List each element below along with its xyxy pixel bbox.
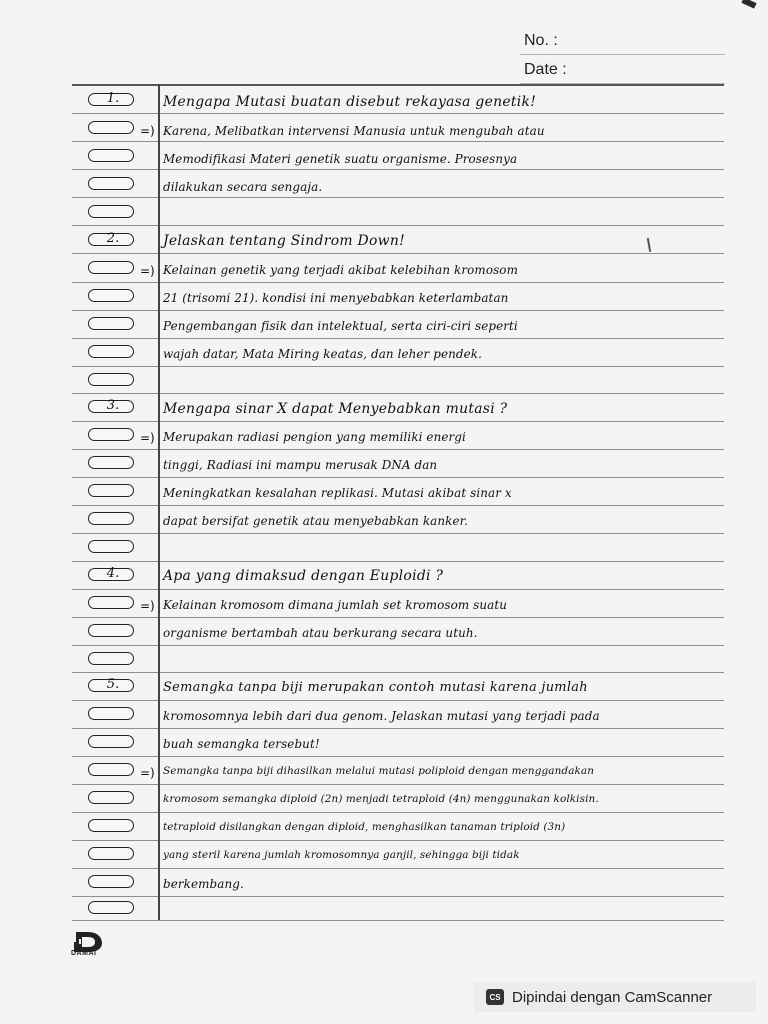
answer-3-line: tinggi, Radiasi ini mampu merusak DNA dan (163, 458, 438, 472)
ruled-line (72, 728, 724, 729)
question-3-text: Mengapa sinar X dapat Menyebabkan mutasi ? (163, 401, 508, 417)
ruled-line (72, 197, 724, 198)
row-pill (88, 317, 134, 330)
ruled-line (72, 393, 724, 394)
answer-arrow: =) (140, 124, 155, 138)
question-number-1: 1. (106, 91, 120, 106)
top-rule (72, 84, 724, 86)
row-pill (88, 624, 134, 637)
row-pill (88, 456, 134, 469)
ruled-line (72, 784, 724, 785)
row-pill (88, 512, 134, 525)
answer-3-line: Meningkatkan kesalahan replikasi. Mutasi akibat sinar x (163, 486, 512, 500)
answer-2-line: Kelainan genetik yang terjadi akibat kelebihan kromosom (163, 263, 518, 277)
ruled-line (72, 589, 724, 590)
answer-4-line: organisme bertambah atau berkurang secara utuh. (163, 626, 478, 640)
answer-1-line: Memodifikasi Materi genetik suatu organisme. Prosesnya (163, 152, 518, 166)
row-pill (88, 791, 134, 804)
answer-2-line: Pengembangan fisik dan intelektual, serta ciri-ciri seperti (163, 319, 518, 333)
ruled-line (72, 840, 724, 841)
question-5-line: Semangka tanpa biji merupakan contoh mutasi karena jumlah (163, 680, 588, 695)
ruled-line (72, 617, 724, 618)
ruled-line (72, 756, 724, 757)
ruled-line (72, 282, 724, 283)
ruled-line (72, 169, 724, 170)
ruled-line (72, 310, 724, 311)
row-pill (88, 345, 134, 358)
no-label: No. : (524, 32, 558, 49)
row-pill (88, 289, 134, 302)
ruled-line (72, 113, 724, 114)
question-number-3: 3. (106, 398, 120, 413)
answer-5-line: Semangka tanpa biji dihasilkan melalui mutasi poliploid dengan menggandakan (163, 765, 595, 777)
ruled-line (72, 477, 724, 478)
ruled-line (72, 338, 724, 339)
camscanner-icon: CS (486, 989, 504, 1005)
ruled-line (72, 225, 724, 226)
answer-1-line: Karena, Melibatkan intervensi Manusia untuk mengubah atau (163, 124, 545, 138)
row-pill (88, 763, 134, 776)
date-label: Date : (524, 61, 567, 78)
row-pill (88, 819, 134, 832)
question-number-4: 4. (106, 566, 120, 581)
row-pill (88, 652, 134, 665)
question-5-line: kromosomnya lebih dari dua genom. Jelaskan mutasi yang terjadi pada (163, 709, 600, 723)
camscanner-text: Dipindai dengan CamScanner (512, 988, 713, 1006)
answer-5-line: yang steril karena jumlah kromosomnya ganjil, sehingga biji tidak (163, 849, 520, 861)
question-number-5: 5. (106, 677, 120, 692)
answer-arrow: =) (140, 599, 155, 613)
ruled-line (72, 700, 724, 701)
ruled-line (72, 561, 724, 562)
ruled-line (72, 812, 724, 813)
question-2-text: Jelaskan tentang Sindrom Down! (163, 233, 406, 249)
ruled-line (72, 533, 724, 534)
question-5-line: buah semangka tersebut! (163, 737, 320, 751)
row-pill (88, 205, 134, 218)
question-number-2: 2. (106, 231, 120, 246)
row-pill (88, 735, 134, 748)
ruled-line (72, 505, 724, 506)
answer-5-line: tetraploid disilangkan dengan diploid, menghasilkan tanaman triploid (3n) (163, 821, 566, 833)
row-pill (88, 901, 134, 914)
row-pill (88, 484, 134, 497)
ruled-line (72, 896, 724, 897)
question-4-text: Apa yang dimaksud dengan Euploidi ? (163, 568, 444, 584)
answer-5-line: kromosom semangka diploid (2n) menjadi tetraploid (4n) menggunakan kolkisin. (163, 793, 599, 805)
row-pill (88, 261, 134, 274)
camscanner-badge (474, 982, 756, 1012)
answer-arrow: =) (140, 766, 155, 780)
ruled-line (72, 141, 724, 142)
answer-arrow: =) (140, 264, 155, 278)
row-pill (88, 177, 134, 190)
row-pill (88, 707, 134, 720)
question-1-text: Mengapa Mutasi buatan disebut rekayasa genetik! (163, 94, 537, 110)
answer-4-line: Kelainan kromosom dimana jumlah set kromosom suatu (163, 598, 508, 612)
ruled-line (72, 672, 724, 673)
ruled-line (72, 645, 724, 646)
answer-1-line: dilakukan secara sengaja. (163, 180, 323, 194)
answer-3-line: dapat bersifat genetik atau menyebabkan kanker. (163, 514, 468, 528)
row-pill (88, 121, 134, 134)
answer-2-line: 21 (trisomi 21). kondisi ini menyebabkan keterlambatan (163, 291, 509, 305)
ruled-line (72, 366, 724, 367)
row-pill (88, 596, 134, 609)
ruled-line (72, 868, 724, 869)
row-pill (88, 540, 134, 553)
row-pill (88, 149, 134, 162)
answer-5-line: berkembang. (163, 877, 244, 891)
ruled-line (72, 253, 724, 254)
answer-2-line: wajah datar, Mata Miring keatas, dan leher pendek. (163, 347, 482, 361)
no-line (520, 54, 725, 55)
answer-3-line: Merupakan radiasi pengion yang memiliki energi (163, 430, 466, 444)
damai-logo-text: DAMAI (71, 950, 97, 957)
ruled-line (72, 920, 724, 921)
ruled-line (72, 421, 724, 422)
row-pill (88, 428, 134, 441)
answer-arrow: =) (140, 431, 155, 445)
row-pill (88, 373, 134, 386)
ruled-line (72, 449, 724, 450)
margin-line (158, 84, 160, 920)
row-pill (88, 875, 134, 888)
row-pill (88, 847, 134, 860)
corner-ink-mark (741, 0, 756, 9)
